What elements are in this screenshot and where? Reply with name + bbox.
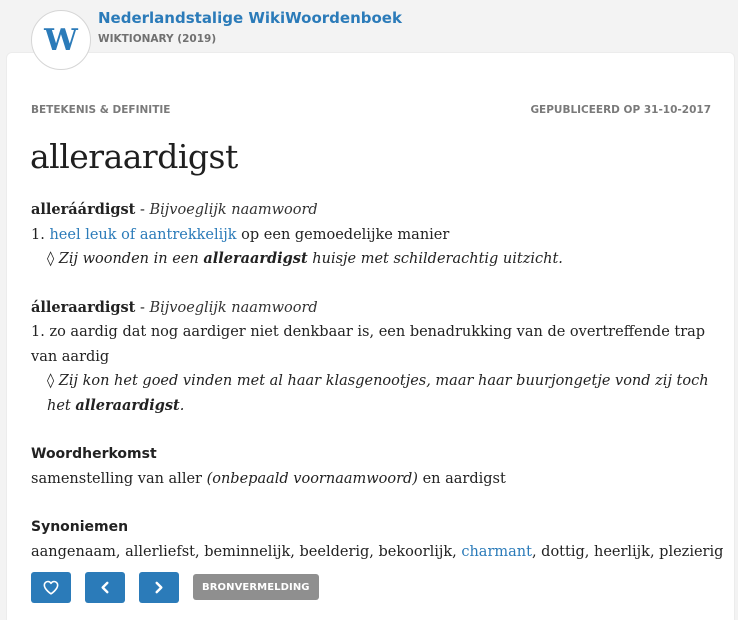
definition-number: 1. <box>31 226 50 243</box>
definition-text: 1. zo aardig dat nog aardiger niet denkbaar is, een benadrukking van de overtreffende trap van aardig <box>31 324 706 365</box>
synonyms-text: , dottig, heerlijk, plezierig <box>531 543 724 560</box>
entry-headword: alleráárdigst <box>31 201 136 218</box>
published-date: GEPUBLICEERD OP 31-10-2017 <box>530 104 711 116</box>
chevron-left-icon <box>100 581 110 594</box>
action-bar <box>31 572 319 602</box>
heart-icon <box>43 580 59 595</box>
etymology-text <box>31 467 711 492</box>
favorite-button[interactable] <box>31 572 71 603</box>
previous-button[interactable] <box>85 572 125 603</box>
example-sentence <box>31 369 711 418</box>
etymology-part: en aardigst <box>417 470 506 487</box>
definition-link[interactable]: heel leuk of aantrekkelijk <box>49 226 237 243</box>
part-of-speech: Bijvoeglijk naamwoord <box>149 299 318 316</box>
site-subtitle: WIKTIONARY (2019) <box>98 33 217 45</box>
logo-letter: W <box>44 22 78 58</box>
etymology-part: samenstelling van aller <box>31 470 207 487</box>
synonyms-list <box>31 540 724 565</box>
definition-content <box>31 198 724 564</box>
example-text: huisje met schilderachtig uitzicht. <box>307 251 563 267</box>
entry-headline <box>31 198 711 223</box>
page-title: alleraardigst <box>30 137 238 176</box>
example-highlight: alleraardigst <box>203 250 308 267</box>
next-button[interactable] <box>139 572 179 603</box>
site-title-link[interactable]: Nederlandstalige WikiWoordenboek <box>98 9 402 27</box>
entry-headword: álleraardigst <box>31 298 136 316</box>
example-text: ◊ Zij woonden in een <box>47 251 204 267</box>
chevron-right-icon <box>154 581 164 594</box>
part-of-speech: Bijvoeglijk naamwoord <box>149 202 318 218</box>
synonyms-heading: Synoniemen <box>31 519 129 535</box>
definition-text: op een gemoedelijke manier <box>236 226 450 243</box>
etymology-note: (onbepaald voornaamwoord) <box>206 470 418 487</box>
source-button[interactable]: BRONVERMELDING <box>193 574 319 600</box>
separator: - <box>135 202 150 218</box>
synonyms-text: aangenaam, allerliefst, beminnelijk, beelderig, bekoorlijk, <box>31 543 462 560</box>
definition-line <box>31 223 711 248</box>
example-sentence <box>31 247 711 272</box>
site-logo[interactable] <box>31 10 91 70</box>
etymology-heading: Woordherkomst <box>31 446 157 462</box>
separator: - <box>135 299 150 316</box>
example-text: ◊ Zij kon het goed vinden met al haar klasgenootjes, maar haar buurjongetje vond zij toch het <box>47 373 709 414</box>
example-highlight: alleraardigst <box>75 396 180 414</box>
entry-headline <box>31 296 711 321</box>
category-label: BETEKENIS & DEFINITIE <box>31 104 171 116</box>
example-text: . <box>179 397 185 414</box>
synonym-link[interactable]: charmant <box>461 543 532 560</box>
